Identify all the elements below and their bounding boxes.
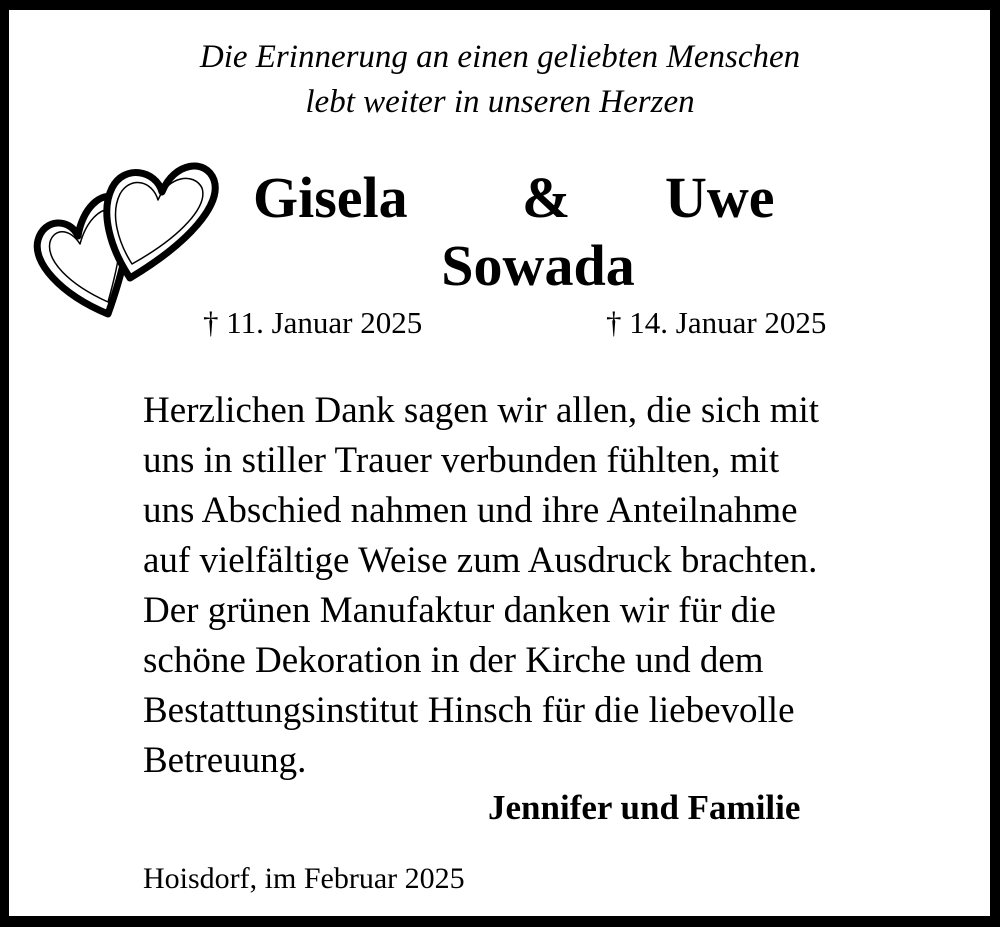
decoration-line: Der grünen Manufaktur danken wir für die [143, 590, 776, 631]
death-date-uwe: † 14. Januar 2025 [606, 305, 827, 340]
decoration-line: schöne Dekoration in der Kirche und dem [143, 640, 764, 681]
decoration-thanks-paragraph [143, 586, 795, 786]
thanks-paragraph [143, 386, 819, 586]
surname: Sowada [441, 233, 635, 298]
thanks-line: Herzlichen Dank sagen wir allen, die sich mit [143, 390, 820, 431]
motto-line-1: Die Erinnerung an einen geliebten Menschen [199, 39, 801, 75]
thanks-line: auf vielfältige Weise zum Ausdruck brachten. [143, 540, 818, 581]
first-name-uwe: Uwe [665, 165, 775, 230]
place-and-date: Hoisdorf, im Februar 2025 [143, 862, 465, 895]
thanks-line: uns Abschied nahmen und ihre Anteilnahme [143, 490, 798, 531]
decoration-line: Bestattungsinstitut Hinsch für die liebevolle [143, 690, 795, 731]
signature: Jennifer und Familie [488, 788, 801, 827]
death-date-gisela: † 11. Januar 2025 [203, 305, 423, 340]
ampersand: & [522, 165, 571, 230]
thanks-line: uns in stiller Trauer verbunden fühlten, mit [143, 440, 780, 481]
first-name-gisela: Gisela [253, 165, 408, 230]
decoration-line: Betreuung. [143, 740, 307, 781]
memorial-motto [0, 35, 1000, 125]
motto-line-2: lebt weiter in unseren Herzen [305, 84, 695, 120]
